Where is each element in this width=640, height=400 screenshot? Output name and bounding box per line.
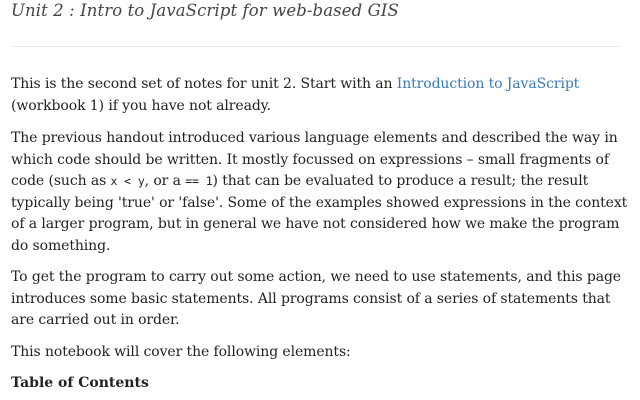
- statements-text-1: To get the program to carry out some action, we need to use: [11, 269, 441, 285]
- divider: [11, 46, 621, 47]
- expressions-term: expressions: [379, 151, 463, 168]
- intro-paragraph: [11, 74, 631, 117]
- statements-text-2: , and this page introduces some basic statements. All programs consist of a series of statements that are carried out in order.: [11, 269, 621, 328]
- statements-paragraph: [11, 267, 631, 332]
- intro-text-end: (workbook 1) if you have not already.: [11, 97, 271, 114]
- expressions-text-3: , or a: [144, 173, 186, 189]
- expressions-text-5: something.: [28, 237, 111, 254]
- expressions-paragraph: [11, 128, 631, 257]
- intro-text-start: This is the second set of notes for unit 2. Start with an: [11, 76, 397, 92]
- expressions-text-1: The previous handout introduced various language elements and described the way in which code should be written. It mostly focussed on: [11, 130, 618, 168]
- toc-heading: Table of Contents: [11, 375, 149, 391]
- do-term: do: [11, 237, 29, 254]
- coverage-paragraph: This notebook will cover the following elements:: [11, 343, 351, 360]
- notebook-page: [11, 0, 631, 395]
- unit-title: Unit 2 : Intro to JavaScript for web-based GIS: [11, 1, 399, 20]
- code-x-less-than-y: x < y: [110, 174, 145, 188]
- code-equals-one: == 1: [185, 174, 213, 188]
- intro-to-javascript-link[interactable]: Introduction to JavaScript: [396, 76, 580, 92]
- statements-term: statements: [440, 269, 518, 285]
- expressions-text-4: ) that can be evaluated to produce a result; the result typically being 'true' or 'false'. Some of the examples showed expressions in the context of a larger program, but in general we have not considered how we make the program: [11, 173, 628, 232]
- expressions-text-2: – small fragments of code (such as: [11, 151, 609, 189]
